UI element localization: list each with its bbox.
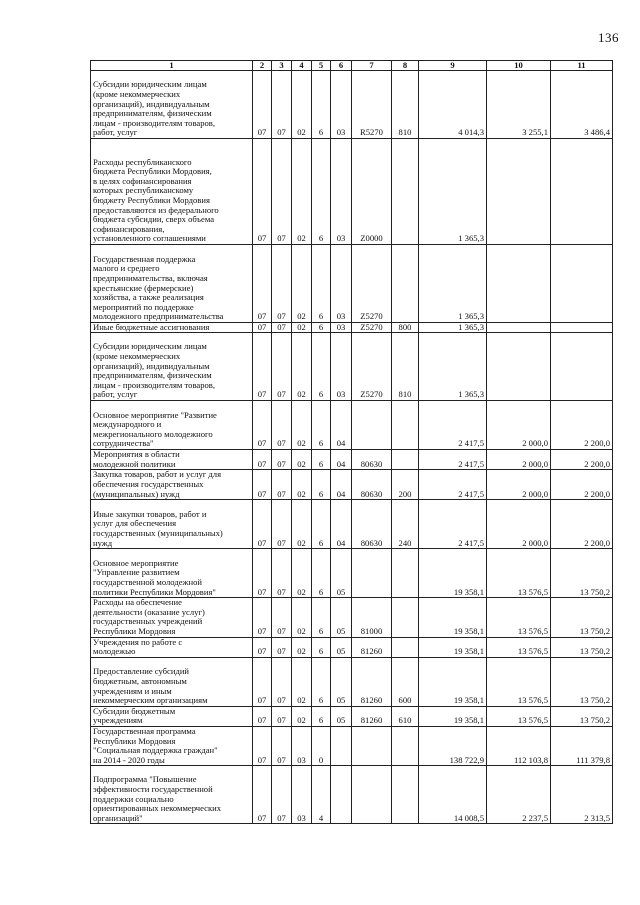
subsection-code-cell: 07: [272, 139, 292, 245]
expense-type-cell: [392, 245, 419, 323]
row-name: Расходы республиканского бюджета Республики Мордовия, в целях софинансирования которых республиканскому бюджету Республики Мордовия предоставляются из федерального бюджета субсидии, сверх объема софинансирования, установленного соглашениями: [91, 139, 253, 245]
amount-col-9-cell: 19 358,1: [419, 637, 487, 657]
event-code-cell: 05: [331, 598, 352, 637]
amount-col-10-cell: [487, 333, 551, 401]
target-code-cell: 80630: [352, 470, 392, 500]
target-code-cell: [352, 549, 392, 598]
target-code-cell: 81260: [352, 657, 392, 706]
table-body: [91, 71, 613, 824]
column-header-4: 4: [292, 61, 312, 71]
column-header-7: 7: [352, 61, 392, 71]
event-code-cell: 04: [331, 401, 352, 450]
program-code-cell: 02: [292, 706, 312, 726]
amount-col-10-cell: 13 576,5: [487, 598, 551, 637]
amount-col-9-cell: 1 365,3: [419, 323, 487, 333]
amount-col-10-cell: 2 000,0: [487, 470, 551, 500]
expense-type-cell: 800: [392, 323, 419, 333]
column-header-5: 5: [312, 61, 331, 71]
table-row: [91, 323, 613, 333]
program-code-cell: 02: [292, 598, 312, 637]
row-name: Государственная поддержка малого и среднего предпринимательства, включая крестьянские (фермерские) хозяйства, а также реализация мероприятий по поддержке молодежного предпринимательства: [91, 245, 253, 323]
target-code-cell: 81260: [352, 706, 392, 726]
event-code-cell: 05: [331, 706, 352, 726]
row-name: Закупка товаров, работ и услуг для обеспечения государственных (муниципальных) нужд: [91, 470, 253, 500]
expense-type-cell: 240: [392, 500, 419, 549]
amount-col-9-cell: 19 358,1: [419, 657, 487, 706]
row-name: Предоставление субсидий бюджетным, автономным учреждениям и иным некоммерческим организациям: [91, 657, 253, 706]
expense-type-cell: [392, 139, 419, 245]
row-name: Основное мероприятие "Развитие международного и межрегионального молодежного сотрудничества": [91, 401, 253, 450]
amount-col-10-cell: 13 576,5: [487, 706, 551, 726]
subsection-code-cell: 07: [272, 637, 292, 657]
event-code-cell: 05: [331, 549, 352, 598]
amount-col-10-cell: [487, 245, 551, 323]
program-code-cell: 02: [292, 333, 312, 401]
amount-col-10-cell: 13 576,5: [487, 549, 551, 598]
amount-col-9-cell: 4 014,3: [419, 71, 487, 139]
section-code-cell: 07: [253, 657, 272, 706]
event-code-cell: [331, 726, 352, 765]
event-code-cell: 03: [331, 323, 352, 333]
row-name: Субсидии юридическим лицам (кроме некоммерческих организаций), индивидуальным предпринимателям, физическим лицам - производителям товаров, работ, услуг: [91, 71, 253, 139]
row-name: Иные бюджетные ассигнования: [91, 323, 253, 333]
target-code-cell: Z5270: [352, 333, 392, 401]
subprogram-code-cell: 6: [312, 637, 331, 657]
expense-type-cell: [392, 766, 419, 824]
subprogram-code-cell: 4: [312, 766, 331, 824]
table-row: [91, 549, 613, 598]
subsection-code-cell: 07: [272, 549, 292, 598]
subsection-code-cell: 07: [272, 333, 292, 401]
subprogram-code-cell: 6: [312, 323, 331, 333]
target-code-cell: Z5270: [352, 245, 392, 323]
subsection-code-cell: 07: [272, 71, 292, 139]
amount-col-9-cell: 1 365,3: [419, 245, 487, 323]
table-row: [91, 470, 613, 500]
section-code-cell: 07: [253, 139, 272, 245]
event-code-cell: 04: [331, 500, 352, 549]
subprogram-code-cell: 6: [312, 706, 331, 726]
program-code-cell: 02: [292, 245, 312, 323]
column-header-11: 11: [551, 61, 613, 71]
subprogram-code-cell: 0: [312, 726, 331, 765]
target-code-cell: Z5270: [352, 323, 392, 333]
column-header-8: 8: [392, 61, 419, 71]
subprogram-code-cell: 6: [312, 71, 331, 139]
amount-col-11-cell: [551, 245, 613, 323]
section-code-cell: 07: [253, 245, 272, 323]
program-code-cell: 02: [292, 139, 312, 245]
amount-col-9-cell: 14 008,5: [419, 766, 487, 824]
subsection-code-cell: 07: [272, 500, 292, 549]
amount-col-11-cell: 13 750,2: [551, 637, 613, 657]
program-code-cell: 02: [292, 450, 312, 470]
table-row: [91, 71, 613, 139]
expense-type-cell: [392, 401, 419, 450]
column-header-10: 10: [487, 61, 551, 71]
column-header-1: 1: [91, 61, 253, 71]
column-header-9: 9: [419, 61, 487, 71]
program-code-cell: 02: [292, 549, 312, 598]
target-code-cell: 80630: [352, 500, 392, 549]
amount-col-9-cell: 19 358,1: [419, 549, 487, 598]
program-code-cell: 02: [292, 71, 312, 139]
subprogram-code-cell: 6: [312, 450, 331, 470]
amount-col-11-cell: 3 486,4: [551, 71, 613, 139]
event-code-cell: [331, 766, 352, 824]
amount-col-10-cell: [487, 139, 551, 245]
section-code-cell: 07: [253, 450, 272, 470]
expense-type-cell: [392, 549, 419, 598]
target-code-cell: 81000: [352, 598, 392, 637]
expense-type-cell: [392, 726, 419, 765]
row-name: Субсидии бюджетным учреждениям: [91, 706, 253, 726]
subprogram-code-cell: 6: [312, 139, 331, 245]
target-code-cell: [352, 726, 392, 765]
subsection-code-cell: 07: [272, 766, 292, 824]
target-code-cell: [352, 766, 392, 824]
program-code-cell: 02: [292, 500, 312, 549]
event-code-cell: 04: [331, 470, 352, 500]
subsection-code-cell: 07: [272, 245, 292, 323]
program-code-cell: 03: [292, 726, 312, 765]
section-code-cell: 07: [253, 470, 272, 500]
expense-type-cell: [392, 637, 419, 657]
program-code-cell: 03: [292, 766, 312, 824]
subprogram-code-cell: 6: [312, 333, 331, 401]
page-number: 136: [598, 30, 619, 45]
program-code-cell: 02: [292, 401, 312, 450]
expense-type-cell: [392, 450, 419, 470]
row-name: Основное мероприятие "Управление развитием государственной молодежной политики Республики Мордовия": [91, 549, 253, 598]
column-header-3: 3: [272, 61, 292, 71]
table-row: [91, 706, 613, 726]
section-code-cell: 07: [253, 333, 272, 401]
event-code-cell: 03: [331, 71, 352, 139]
table-row: [91, 657, 613, 706]
amount-col-10-cell: [487, 323, 551, 333]
program-code-cell: 02: [292, 470, 312, 500]
subprogram-code-cell: 6: [312, 549, 331, 598]
table-row: [91, 766, 613, 824]
amount-col-11-cell: 2 200,0: [551, 401, 613, 450]
expense-type-cell: 610: [392, 706, 419, 726]
subsection-code-cell: 07: [272, 450, 292, 470]
amount-col-11-cell: 13 750,2: [551, 657, 613, 706]
amount-col-10-cell: 2 237,5: [487, 766, 551, 824]
target-code-cell: 80630: [352, 450, 392, 470]
program-code-cell: 02: [292, 657, 312, 706]
table-row: [91, 726, 613, 765]
expense-type-cell: [392, 598, 419, 637]
subsection-code-cell: 07: [272, 706, 292, 726]
table-row: [91, 500, 613, 549]
subprogram-code-cell: 6: [312, 401, 331, 450]
row-name: Мероприятия в области молодежной политики: [91, 450, 253, 470]
program-code-cell: 02: [292, 323, 312, 333]
amount-col-10-cell: 2 000,0: [487, 401, 551, 450]
amount-col-9-cell: 2 417,5: [419, 470, 487, 500]
event-code-cell: 03: [331, 333, 352, 401]
amount-col-11-cell: [551, 139, 613, 245]
amount-col-9-cell: 2 417,5: [419, 500, 487, 549]
amount-col-11-cell: 13 750,2: [551, 549, 613, 598]
amount-col-11-cell: 2 200,0: [551, 500, 613, 549]
amount-col-11-cell: 2 200,0: [551, 470, 613, 500]
table-row: [91, 333, 613, 401]
program-code-cell: 02: [292, 637, 312, 657]
table-row: [91, 637, 613, 657]
subprogram-code-cell: 6: [312, 598, 331, 637]
subsection-code-cell: 07: [272, 726, 292, 765]
amount-col-10-cell: 112 103,8: [487, 726, 551, 765]
table-row: [91, 450, 613, 470]
event-code-cell: 03: [331, 245, 352, 323]
section-code-cell: 07: [253, 71, 272, 139]
column-header-6: 6: [331, 61, 352, 71]
amount-col-9-cell: 19 358,1: [419, 706, 487, 726]
expense-type-cell: 810: [392, 333, 419, 401]
amount-col-10-cell: 2 000,0: [487, 450, 551, 470]
table-row: [91, 245, 613, 323]
subsection-code-cell: 07: [272, 598, 292, 637]
amount-col-9-cell: 19 358,1: [419, 598, 487, 637]
amount-col-11-cell: 13 750,2: [551, 706, 613, 726]
amount-col-9-cell: 2 417,5: [419, 401, 487, 450]
section-code-cell: 07: [253, 323, 272, 333]
table-row: [91, 139, 613, 245]
expense-type-cell: 810: [392, 71, 419, 139]
event-code-cell: 04: [331, 450, 352, 470]
row-name: Учреждения по работе с молодежью: [91, 637, 253, 657]
amount-col-11-cell: 2 313,5: [551, 766, 613, 824]
expense-type-cell: 200: [392, 470, 419, 500]
subprogram-code-cell: 6: [312, 657, 331, 706]
subprogram-code-cell: 6: [312, 245, 331, 323]
amount-col-9-cell: 138 722,9: [419, 726, 487, 765]
target-code-cell: 81260: [352, 637, 392, 657]
section-code-cell: 07: [253, 726, 272, 765]
expense-type-cell: 600: [392, 657, 419, 706]
target-code-cell: [352, 401, 392, 450]
subsection-code-cell: 07: [272, 657, 292, 706]
amount-col-11-cell: [551, 333, 613, 401]
section-code-cell: 07: [253, 549, 272, 598]
row-name: Расходы на обеспечение деятельности (оказание услуг) государственных учреждений Республики Мордовия: [91, 598, 253, 637]
amount-col-9-cell: 1 365,3: [419, 333, 487, 401]
amount-col-10-cell: 13 576,5: [487, 637, 551, 657]
target-code-cell: R5270: [352, 71, 392, 139]
column-header-2: 2: [253, 61, 272, 71]
table-row: [91, 598, 613, 637]
table-row: [91, 401, 613, 450]
amount-col-11-cell: 13 750,2: [551, 598, 613, 637]
event-code-cell: 05: [331, 637, 352, 657]
section-code-cell: 07: [253, 500, 272, 549]
row-name: Государственная программа Республики Мордовия "Социальная поддержка граждан" на 2014 - 2020 годы: [91, 726, 253, 765]
row-name: Подпрограмма "Повышение эффективности государственной поддержки социально ориентированных некоммерческих организаций": [91, 766, 253, 824]
section-code-cell: 07: [253, 401, 272, 450]
amount-col-10-cell: 2 000,0: [487, 500, 551, 549]
amount-col-11-cell: [551, 323, 613, 333]
subsection-code-cell: 07: [272, 401, 292, 450]
target-code-cell: Z0000: [352, 139, 392, 245]
amount-col-9-cell: 1 365,3: [419, 139, 487, 245]
section-code-cell: 07: [253, 637, 272, 657]
section-code-cell: 07: [253, 598, 272, 637]
amount-col-11-cell: 111 379,8: [551, 726, 613, 765]
amount-col-9-cell: 2 417,5: [419, 450, 487, 470]
amount-col-11-cell: 2 200,0: [551, 450, 613, 470]
amount-col-10-cell: 13 576,5: [487, 657, 551, 706]
subsection-code-cell: 07: [272, 470, 292, 500]
row-name: Иные закупки товаров, работ и услуг для обеспечения государственных (муниципальных) нужд: [91, 500, 253, 549]
subprogram-code-cell: 6: [312, 470, 331, 500]
section-code-cell: 07: [253, 706, 272, 726]
subsection-code-cell: 07: [272, 323, 292, 333]
row-name: Субсидии юридическим лицам (кроме некоммерческих организаций), индивидуальным предпринимателям, физическим лицам - производителям товаров, работ, услуг: [91, 333, 253, 401]
header-row: [91, 61, 613, 71]
budget-table: [90, 60, 613, 824]
section-code-cell: 07: [253, 766, 272, 824]
amount-col-10-cell: 3 255,1: [487, 71, 551, 139]
subprogram-code-cell: 6: [312, 500, 331, 549]
event-code-cell: 05: [331, 657, 352, 706]
event-code-cell: 03: [331, 139, 352, 245]
